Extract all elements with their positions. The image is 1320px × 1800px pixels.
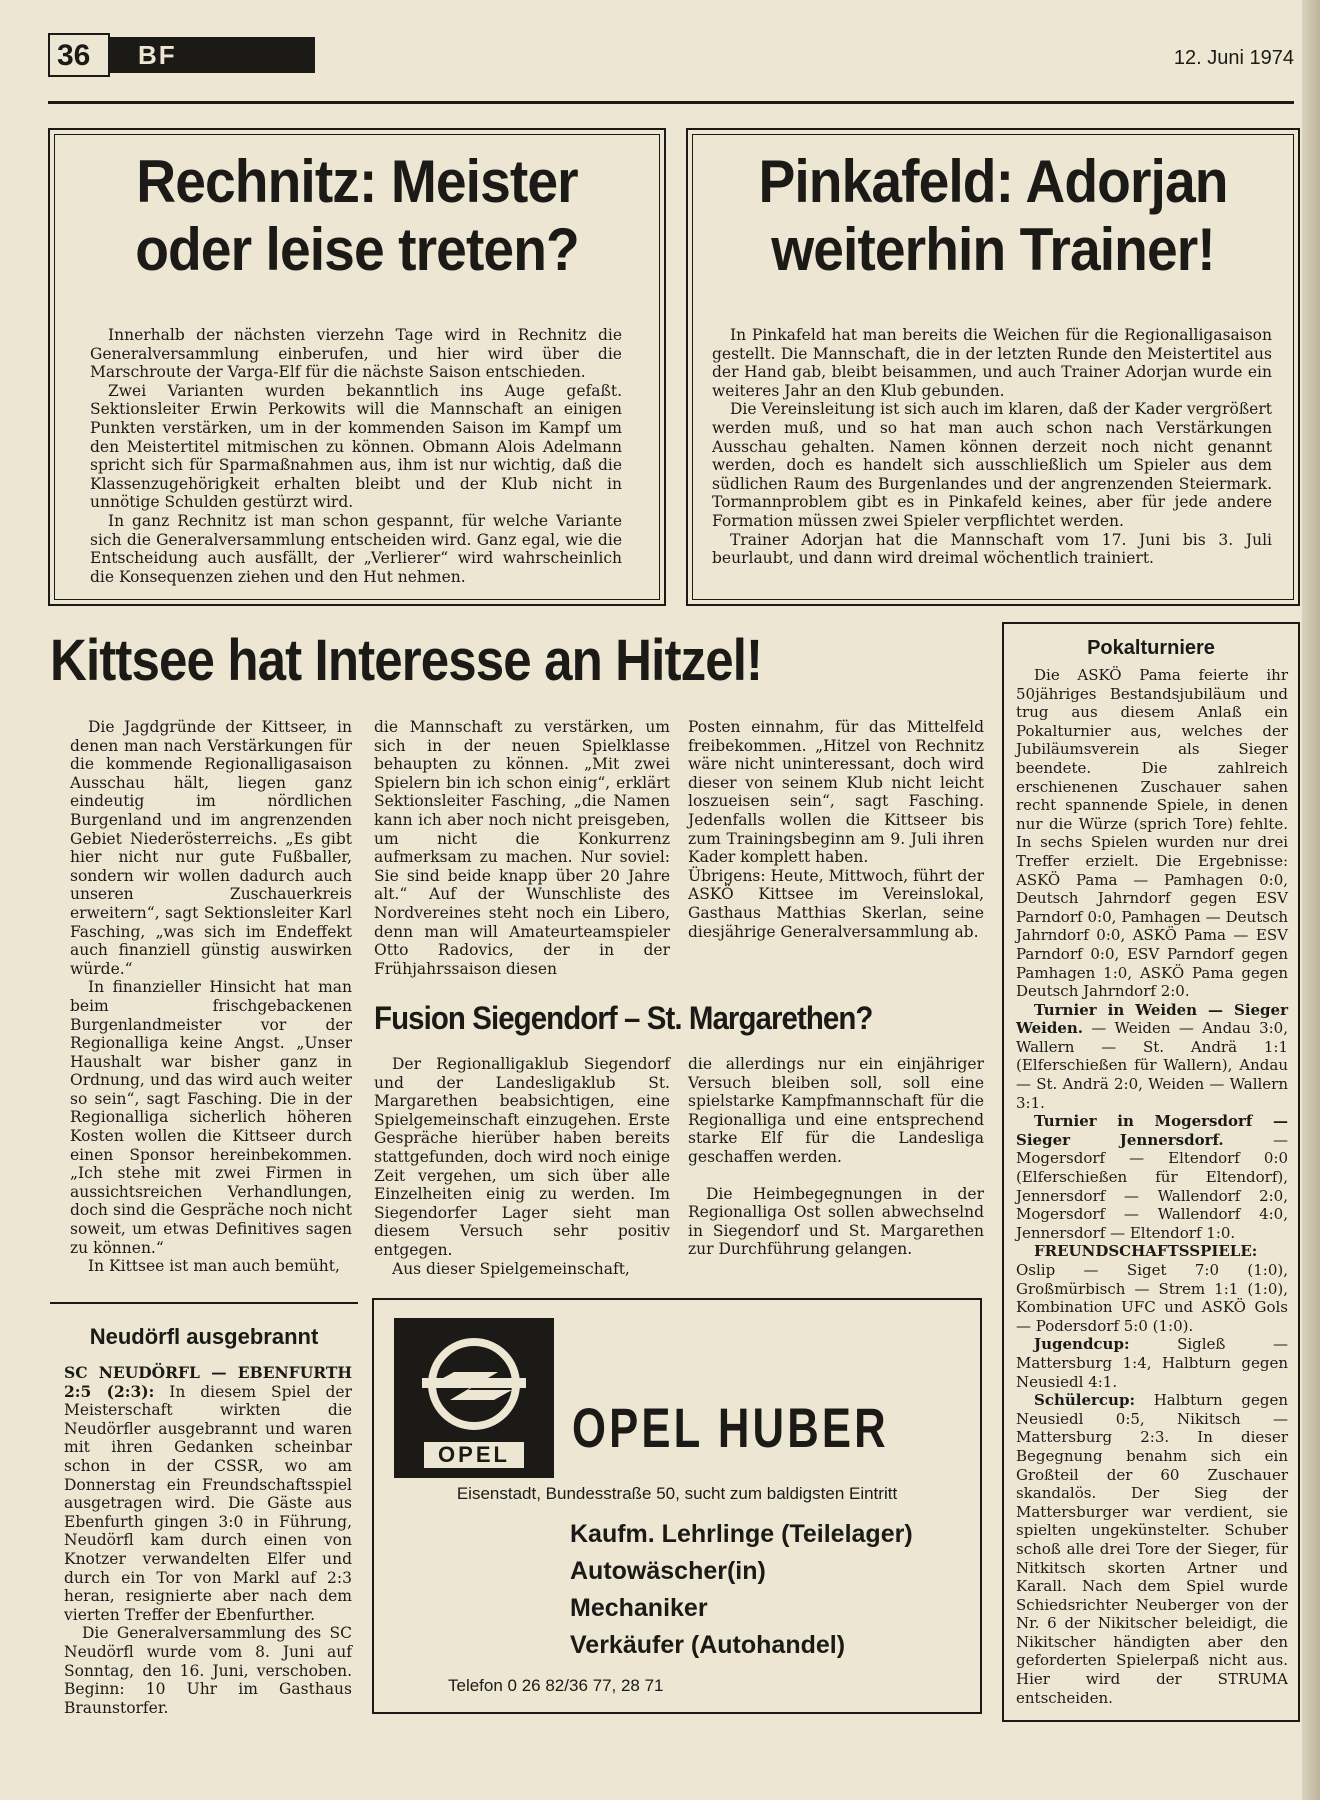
article-pinkafeld-title	[722, 148, 1265, 283]
article-rechnitz-title	[84, 148, 630, 283]
ad-phone: Telefon 0 26 82/36 77, 28 71	[448, 1676, 664, 1695]
subhead-weiden: Turnier in Weiden — Sieger Weiden.	[1016, 1000, 1288, 1038]
results-jugendcup: Sigleß — Mattersburg 1:4, Halbturn gegen Neusiedl 4:1.	[1016, 1335, 1288, 1391]
ad-job-item: Autowäscher(in)	[570, 1557, 766, 1585]
subhead-jugendcup: Jugendcup:	[1034, 1335, 1130, 1354]
article-rechnitz-body	[90, 326, 622, 586]
article-paragraph	[1016, 1391, 1288, 1707]
article-paragraph: Innerhalb der nächsten vierzehn Tage wird in Rechnitz die Generalversammlung einberufen, und hier wird über die Marschroute der Varga-Elf für die nächste Saison entschieden.	[90, 326, 622, 382]
article-neudoerfl-rule	[50, 1302, 358, 1304]
article-paragraph: die Mannschaft zu verstärken, um sich in der neuen Spielklasse behaupten zu können. „Mit zwei Spielern bin ich schon einig“, erklärt Sektionsleiter Fasching, „die Namen kann ich aber noch nicht preisgeben, um nicht die Konkurrenz aufmerksam zu machen. Nur soviel: Sie sind beide knapp über 20 Jahre alt.“ Auf der Wunschliste des Nordvereines steht noch ein Libero, denn man will Amateurteamspieler Otto Radovics, der in der Frühjahrssaison diesen	[374, 718, 670, 978]
article-paragraph	[1016, 1242, 1288, 1335]
page-number-box	[48, 33, 110, 77]
article-paragraph: In finanzieller Hinsicht hat man beim frischgebackenen Burgenlandmeister vor der Regionalliga keine Angst. „Unser Haushalt war bisher ganz in Ordnung, und das wird auch weiter so sein“, sagt Fasching. Die in der Regionalliga sicherlich höheren Kosten wollen die Kittseer durch einen Sponsor hereinbekommen. „Ich stehe mit zwei Firmen in aussichtsreichen Verhandlungen, doch sind die Gespräche noch nicht soweit, um etwas Definitives sagen zu können.“	[70, 978, 352, 1257]
ad-job-item: Mechaniker	[570, 1594, 708, 1622]
opel-logo	[394, 1318, 554, 1478]
article-kittsee-col3	[688, 718, 984, 941]
ad-job-item: Kaufm. Lehrlinge (Teilelager)	[570, 1520, 913, 1548]
article-rechnitz-title-line1: Rechnitz: Meister	[136, 148, 578, 215]
ad-subline: Eisenstadt, Bundesstraße 50, sucht zum baldigsten Eintritt	[456, 1484, 898, 1503]
ad-company-name: OPEL HUBER	[572, 1396, 889, 1459]
article-paragraph: die allerdings nur ein einjähriger Versuch bleiben soll, soll eine spielstarke Kampfmannschaft für die Regionalliga und eine entsprechend starke Elf für die Landesliga geschaffen werden.	[688, 1055, 984, 1166]
article-neudoerfl-title: Neudörfl ausgebrannt	[89, 1324, 319, 1349]
page-number: 36	[57, 39, 91, 72]
article-pokal-body	[1016, 666, 1288, 1707]
article-pokal	[1002, 622, 1300, 1722]
article-pinkafeld-title-line2: weiterhin Trainer!	[771, 216, 1215, 283]
article-paragraph: Zwei Varianten wurden bekanntlich ins Auge gefaßt. Sektionsleiter Erwin Perkowits will die Mannschaft an einigen Punkten verstärken, um in der kommenden Saison im Kampf um den Meistertitel mitmischen zu können. Obmann Alois Adelmann spricht sich für Sparmaßnahmen aus, ihm ist nur wichtig, daß die Klassenzugehörigkeit erhalten bleibt und der Klub nicht in unnötige Schulden gestürzt wird.	[90, 381, 622, 512]
section-bar	[110, 37, 315, 73]
article-rechnitz	[48, 128, 666, 606]
subhead-mogersdorf: Turnier in Mogersdorf — Sieger Jennersdorf.	[1016, 1112, 1288, 1149]
page-header	[48, 33, 1294, 81]
article-fusion-col1	[374, 1055, 670, 1278]
article-paragraph: Posten einnahm, für das Mittelfeld freibekommen. „Hitzel von Rechnitz wäre nicht uninteressant, doch wird dieser von seinem Klub nicht leicht loszueisen sein“, sagt Fasching. Jedenfalls wollen die Kittseer bis zum Trainingsbeginn am 9. Juli ihren Kader komplett haben.	[688, 718, 984, 867]
article-neudoerfl-body	[64, 1364, 352, 1717]
article-kittsee-title: Kittsee hat Interesse an Hitzel!	[50, 628, 763, 693]
results-freundschaft: Oslip — Siget 7:0 (1:0), Großmürbisch — Strem 1:1 (1:0), Kombination UFC und ASKÖ Gols — Podersdorf 5:0 (1:0).	[1016, 1261, 1288, 1335]
meeting-time: Beginn: 10 Uhr im Gasthaus Braunstorfer.	[64, 1680, 352, 1717]
article-paragraph: Die Jagdgründe der Kittseer, in denen man nach Verstärkungen für die kommende Regionalligasaison Ausschau hält, liegen ganz eindeutig im nördlichen Burgenland und im angrenzenden Gebiet Niederösterreichs. „Es gibt hier nicht nur gute Fußballer, sondern wir wollen dadurch auch unseren Zuschauerkreis erweitern“, sagt Sektionsleiter Karl Fasching, „was sich im Endeffekt auch finanziell günstig auswirken würde.“	[70, 718, 352, 978]
article-paragraph: In Pinkafeld hat man bereits die Weichen für die Regionalligasaison gestellt. Die Mannschaft, die in der letzten Runde den Meistertitel aus der Hand gab, bleibt beisammen, und auch Trainer Adorjan wurde ein weiteres Jahr an den Klub gebunden.	[712, 326, 1272, 400]
header-rule	[48, 101, 1294, 104]
issue-date: 12. Juni 1974	[1173, 47, 1294, 69]
results-weiden: — Weiden — Andau 3:0, Wallern — St. Andrä 1:1 (Elferschießen für Wallern), Andau — St. Andrä 2:0, Weiden — Wallern 3:1.	[1016, 1019, 1288, 1112]
results-mogersdorf: — Mogersdorf — Eltendorf 0:0 (Elferschießen für Eltendorf), Jennersdorf — Wallendorf 2:0, Mogersdorf — Wallendorf 4:0, Jennersdorf — Eltendorf 1:0.	[1016, 1130, 1288, 1242]
article-paragraph: Die ASKÖ Pama feierte ihr 50jähriges Bestandsjubiläum und trug aus diesem Anlaß ein Pokalturnier aus, welches der Jubiläumsverein als Sieger beendete. Die zahlreich erschienenen Zuschauer sahen recht spannende Spiele, in denen nur die Würze (sprich Tore) fehlte. In sechs Spielen wurden nur drei Treffer erzielt. Die Ergebnisse: ASKÖ Pama — Pamhagen 0:0, Deutsch Jahrndorf gegen ESV Parndorf 0:0, Pamhagen — Deutsch Jahrndorf 0:0, ASKÖ Pama — ESV Parndorf 0:0, ESV Parndorf gegen Pamhagen 1:0, ASKÖ Pama gegen Deutsch Jahrndorf 2:0.	[1016, 666, 1288, 1001]
article-paragraph	[1016, 1112, 1288, 1242]
article-paragraph	[64, 1364, 352, 1624]
article-paragraph: Die Heimbegegnungen in der Regionalliga Ost sollen abwechselnd in Siegendorf und St. Margarethen zur Durchführung gelangen.	[688, 1184, 984, 1259]
article-paragraph: Trainer Adorjan hat die Mannschaft vom 17. Juni bis 3. Juli beurlaubt, und dann wird dreimal wöchentlich trainiert.	[712, 530, 1272, 568]
article-pinkafeld	[686, 128, 1300, 606]
article-kittsee-col1	[70, 718, 352, 1276]
article-fusion-title: Fusion Siegendorf – St. Margarethen?	[374, 1000, 873, 1036]
match-report: In diesem Spiel der Meisterschaft wirkten die Neudörfler ausgebrannt und waren mit ihren Gedanken scheinbar schon in der CSSR, wo am Donnerstag ein Freundschaftsspiel ausgetragen wird. Die Gäste aus Ebenfurth gingen 3:0 in Führung, Neudörfl kam durch einen von Knotzer verwandelten Elfer und durch ein Tor von Markl auf 2:3 heran, resignierte aber nach dem vierten Treffer der Ebenfurther.	[64, 1382, 352, 1624]
article-rechnitz-title-line2: oder leise treten?	[135, 216, 579, 283]
match-result-lead: SC NEUDÖRFL — EBENFURTH 2:5 (2:3):	[64, 1363, 352, 1401]
article-kittsee-col2	[374, 718, 670, 978]
meeting-note: Die Generalversammlung des SC Neudörfl wurde vom 8. Juni auf Sonntag, den 16. Juni, verschoben.	[64, 1624, 352, 1680]
opel-logo-text: OPEL	[438, 1442, 510, 1467]
article-pinkafeld-body	[712, 326, 1272, 568]
article-paragraph	[64, 1624, 352, 1717]
article-paragraph	[1016, 1001, 1288, 1113]
article-paragraph: In Kittsee ist man auch bemüht,	[88, 1257, 340, 1276]
article-paragraph: Die Vereinsleitung ist sich auch im klaren, daß der Kader vergrößert werden muß, und so hat man auch schon nach Verstärkungen Ausschau gehalten. Namen können derzeit noch nicht genannt werden, doch es handelt sich ausschließlich um Spieler aus dem südlichen Raum des Burgenlandes und der angrenzenden Steiermark. Tormannproblem gibt es in Pinkafeld keines, aber für jede andere Formation müssen zwei Spieler verpflichtet werden.	[712, 400, 1272, 530]
subhead-freundschaft: FREUNDSCHAFTSSPIELE:	[1034, 1242, 1258, 1261]
article-paragraph: In ganz Rechnitz ist man schon gespannt, für welche Variante sich die Generalversammlung entscheiden wird. Ganz egal, wie die Entscheidung auch ausfällt, der „Verlierer“ wird wahrscheinlich die Konsequenzen ziehen und den Hut nehmen.	[90, 511, 622, 586]
article-paragraph: Der Regionalligaklub Siegendorf und der Landesligaklub St. Margarethen beabsichtigen, eine Spielgemeinschaft einzugehen. Erste Gespräche hierüber haben bereits stattgefunden, doch wird noch einige Zeit vergehen, um sich über alle Einzelheiten einig zu werden. Im Siegendorfer Lager sieht man diesem Versuch sehr positiv entgegen.	[374, 1055, 670, 1259]
article-paragraph: Aus dieser Spielgemeinschaft,	[392, 1259, 630, 1278]
article-paragraph	[1016, 1335, 1288, 1391]
section-label: BF	[138, 40, 177, 70]
ad-job-list	[570, 1516, 970, 1664]
article-fusion-col2	[688, 1055, 984, 1259]
article-pokal-title: Pokalturniere	[1087, 637, 1215, 659]
article-pinkafeld-title-line1: Pinkafeld: Adorjan	[758, 148, 1228, 215]
article-paragraph: Übrigens: Heute, Mittwoch, führt der ASKÖ Kittsee im Vereinslokal, Gasthaus Matthias Skerlan, seine diesjährige Generalversammlung ab.	[688, 866, 984, 941]
subhead-schuelercup: Schülercup:	[1034, 1391, 1135, 1410]
opel-huber-ad	[372, 1298, 982, 1714]
page-edge	[1302, 0, 1320, 1800]
results-schuelercup: Halbturn gegen Neusiedl 0:5, Nikitsch — Mattersburg 2:3. In dieser Begegnung benahm sich ein Großteil der 60 Zuschauer skandalös. Der Sieg der Mattersburger war verdient, sie spielten ungekünstelter. Schuber schoß alle drei Tore der Sieger, für Nitkitsch skorten Artner und Karall. Nach dem Spiel wurde Schiedsrichter Neuberger von der Nr. 6 der Nikitscher beleidigt, die Nikitscher händigten aber den geforderten Spielerpaß nicht aus. Hier wird der STRUMA entscheiden.	[1016, 1391, 1288, 1707]
ad-job-item: Verkäufer (Autohandel)	[570, 1631, 846, 1659]
